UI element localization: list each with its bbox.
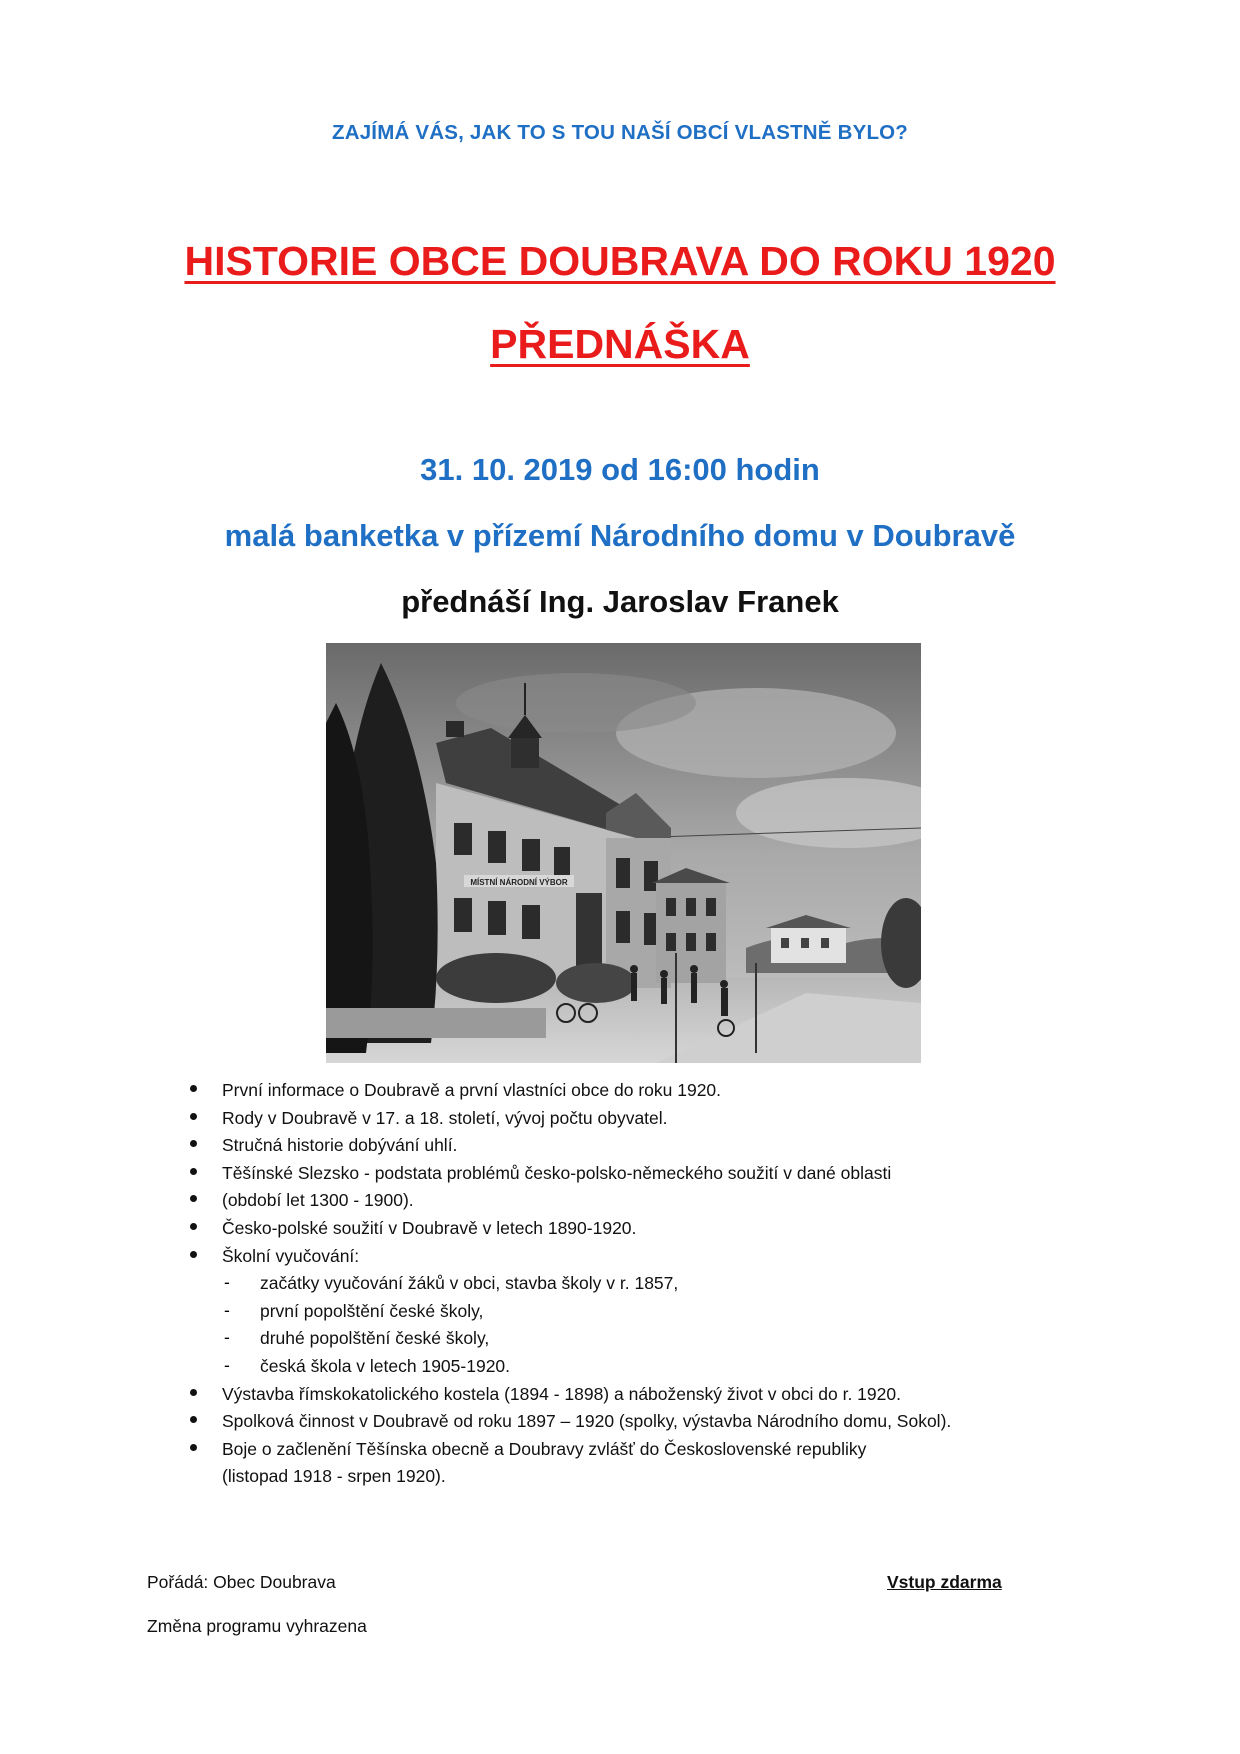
topic-item: Školní vyučování: bbox=[222, 1246, 360, 1266]
topic-item: Těšínské Slezsko - podstata problémů česko-polsko-německého soužití v dané oblasti bbox=[222, 1163, 892, 1183]
topic-subitem: první popolštění české školy, bbox=[260, 1301, 484, 1321]
bullet-marker bbox=[189, 1189, 199, 1199]
dash-marker: - bbox=[224, 1272, 230, 1292]
dash-marker: - bbox=[224, 1355, 230, 1375]
main-title bbox=[0, 238, 1240, 285]
lecture-label-text: PŘEDNÁŠKA bbox=[490, 321, 750, 367]
bullet-marker bbox=[189, 1438, 199, 1448]
topic-item: Stručná historie dobývání uhlí. bbox=[222, 1135, 458, 1155]
building-sign: MÍSTNÍ NÁRODNÍ VÝBOR bbox=[470, 878, 568, 887]
topic-item: Výstavba římskokatolického kostela (1894 - 1898) a náboženský život v obci do r. 1920. bbox=[222, 1384, 901, 1404]
kicker-question: ZAJÍMÁ VÁS, JAK TO S TOU NAŠÍ OBCÍ VLASTNĚ BYLO? bbox=[331, 121, 909, 144]
bullet-marker bbox=[189, 1079, 199, 1089]
topic-subitem: druhé popolštění české školy, bbox=[260, 1328, 490, 1348]
bullet-marker bbox=[189, 1383, 199, 1393]
topic-item: Boje o začlenění Těšínska obecně a Doubravy zvlášť do Československé republiky bbox=[222, 1439, 867, 1459]
bullet-marker bbox=[189, 1410, 199, 1420]
topic-item: Česko-polské soužití v Doubravě v letech 1890-1920. bbox=[222, 1218, 637, 1238]
lecture-label bbox=[0, 321, 1240, 368]
topic-item: Rody v Doubravě v 17. a 18. století, vývoj počtu obyvatel. bbox=[222, 1108, 668, 1128]
bullet-marker bbox=[189, 1107, 199, 1117]
bullet-marker bbox=[189, 1245, 199, 1255]
event-date: 31. 10. 2019 od 16:00 hodin bbox=[420, 452, 820, 487]
event-speaker: přednáší Ing. Jaroslav Franek bbox=[401, 584, 839, 619]
main-title-text: HISTORIE OBCE DOUBRAVA DO ROKU 1920 bbox=[184, 238, 1056, 284]
photo-illustration bbox=[326, 643, 921, 1063]
topic-item: Spolková činnost v Doubravě od roku 1897 – 1920 (spolky, výstavba Národního domu, Sokol). bbox=[222, 1411, 952, 1431]
admission-note: Vstup zdarma bbox=[887, 1572, 1002, 1592]
program-change-note: Změna programu vyhrazena bbox=[147, 1616, 367, 1636]
dash-marker: - bbox=[224, 1327, 230, 1347]
topic-item: (období let 1300 - 1900). bbox=[222, 1190, 414, 1210]
organizer: Pořádá: Obec Doubrava bbox=[147, 1572, 336, 1592]
topic-subitem: začátky vyučování žáků v obci, stavba školy v r. 1857, bbox=[260, 1273, 679, 1293]
topic-subitem: česká škola v letech 1905-1920. bbox=[260, 1356, 511, 1376]
topic-item: (listopad 1918 - srpen 1920). bbox=[222, 1466, 446, 1486]
bullet-marker bbox=[189, 1162, 199, 1172]
event-venue: malá banketka v přízemí Národního domu v Doubravě bbox=[224, 518, 1016, 553]
topic-item: První informace o Doubravě a první vlastníci obce do roku 1920. bbox=[222, 1080, 722, 1100]
bullet-marker bbox=[189, 1134, 199, 1144]
bullet-marker bbox=[189, 1217, 199, 1227]
dash-marker: - bbox=[224, 1300, 230, 1320]
historic-photo bbox=[326, 643, 921, 1063]
